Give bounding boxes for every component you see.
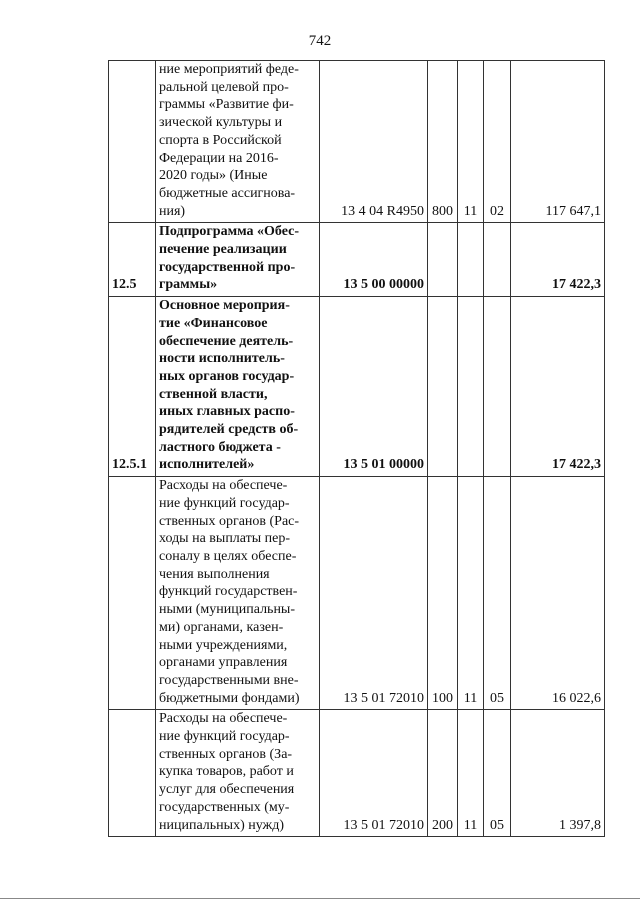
row-name-line: ральной целевой про- bbox=[159, 79, 289, 95]
row-name-line: ственных органов (Рас- bbox=[159, 513, 300, 529]
table-row bbox=[109, 710, 605, 837]
table-row bbox=[109, 477, 605, 710]
row-section-cell: 11 bbox=[458, 477, 484, 710]
row-name-line: чения выполнения bbox=[159, 566, 270, 582]
row-section-cell bbox=[458, 223, 484, 297]
row-expense-type-cell: 200 bbox=[428, 710, 458, 837]
row-name-line: ными учреждениями, bbox=[159, 637, 288, 653]
row-section-cell: 11 bbox=[458, 61, 484, 223]
row-name-line: государственных (му- bbox=[159, 799, 290, 815]
table-row bbox=[109, 61, 605, 223]
table-row bbox=[109, 223, 605, 297]
row-name-line: ниципальных) нужд) bbox=[159, 817, 284, 833]
row-number-cell bbox=[109, 477, 156, 710]
row-name-cell bbox=[156, 477, 320, 710]
row-subsection-cell: 05 bbox=[484, 477, 511, 710]
row-sum-cell: 17 422,3 bbox=[511, 223, 605, 297]
row-number-cell bbox=[109, 710, 156, 837]
row-name-line: органами управления bbox=[159, 655, 288, 671]
budget-table-body bbox=[109, 61, 605, 837]
row-sum-cell: 17 422,3 bbox=[511, 297, 605, 477]
row-code-cell: 13 5 01 72010 bbox=[320, 477, 428, 710]
row-name-cell bbox=[156, 223, 320, 297]
row-code-cell: 13 4 04 R4950 bbox=[320, 61, 428, 223]
row-name-line: бюджетные ассигнова- bbox=[159, 185, 296, 201]
row-name-line: ственной власти, bbox=[159, 386, 268, 402]
row-sum-cell: 1 397,8 bbox=[511, 710, 605, 837]
row-name-line: Основное мероприя- bbox=[159, 298, 290, 314]
row-name-line: ние мероприятий феде- bbox=[159, 62, 299, 77]
row-name-line: ние функций государ- bbox=[159, 495, 290, 511]
row-name-line: 2020 годы» (Иные bbox=[159, 168, 268, 184]
row-name-line: государственными вне- bbox=[159, 672, 299, 688]
row-name-line: ластного бюджета - bbox=[159, 439, 281, 455]
row-name-line: зической культуры и bbox=[159, 115, 283, 131]
row-subsection-cell: 02 bbox=[484, 61, 511, 223]
table-row bbox=[109, 297, 605, 477]
row-code-cell: 13 5 01 72010 bbox=[320, 710, 428, 837]
row-sum-cell: 16 022,6 bbox=[511, 477, 605, 710]
row-name-cell bbox=[156, 61, 320, 223]
page-number: 742 bbox=[308, 33, 332, 49]
row-subsection-cell bbox=[484, 223, 511, 297]
row-name-line: Расходы на обеспече- bbox=[159, 711, 288, 727]
bottom-divider bbox=[0, 898, 640, 899]
row-name-line: печение реализации bbox=[159, 242, 287, 258]
row-name-line: государственной про- bbox=[159, 259, 296, 275]
row-name-line: ния) bbox=[159, 203, 186, 219]
row-name-line: купка товаров, работ и bbox=[159, 764, 294, 780]
row-expense-type-cell bbox=[428, 223, 458, 297]
row-name-line: ственных органов (За- bbox=[159, 746, 293, 762]
row-name-line: соналу в целях обеспе- bbox=[159, 548, 297, 564]
row-number-cell: 12.5.1 bbox=[109, 297, 156, 477]
row-name-line: ных органов государ- bbox=[159, 368, 295, 384]
row-number-cell: 12.5 bbox=[109, 223, 156, 297]
row-name-line: функций государствен- bbox=[159, 584, 298, 600]
row-name-line: услуг для обеспечения bbox=[159, 782, 295, 798]
row-code-cell: 13 5 01 00000 bbox=[320, 297, 428, 477]
row-name-line: бюджетными фондами) bbox=[159, 690, 300, 706]
row-name-line: ности исполнитель- bbox=[159, 351, 285, 367]
row-name-line: ными (муниципальны- bbox=[159, 602, 296, 618]
row-subsection-cell: 05 bbox=[484, 710, 511, 837]
row-subsection-cell bbox=[484, 297, 511, 477]
budget-table bbox=[108, 60, 605, 837]
row-section-cell: 11 bbox=[458, 710, 484, 837]
row-expense-type-cell: 100 bbox=[428, 477, 458, 710]
row-name-line: исполнителей» bbox=[159, 457, 255, 473]
row-name-line: Подпрограмма «Обес- bbox=[159, 224, 300, 240]
row-name-line: ходы на выплаты пер- bbox=[159, 531, 291, 547]
row-name-line: граммы «Развитие фи- bbox=[159, 97, 294, 113]
row-number-cell bbox=[109, 61, 156, 223]
row-name-line: иных главных распо- bbox=[159, 404, 295, 420]
row-section-cell bbox=[458, 297, 484, 477]
row-name-line: спорта в Российской bbox=[159, 132, 282, 148]
row-code-cell: 13 5 00 00000 bbox=[320, 223, 428, 297]
row-name-cell bbox=[156, 710, 320, 837]
row-name-line: рядителей средств об- bbox=[159, 422, 299, 438]
row-expense-type-cell bbox=[428, 297, 458, 477]
row-name-line: Федерации на 2016- bbox=[159, 150, 279, 166]
row-name-line: ми) органами, казен- bbox=[159, 619, 284, 635]
row-name-line: граммы» bbox=[159, 277, 218, 293]
row-name-line: Расходы на обеспече- bbox=[159, 478, 288, 494]
row-name-cell bbox=[156, 297, 320, 477]
row-expense-type-cell: 800 bbox=[428, 61, 458, 223]
row-name-line: обеспечение деятель- bbox=[159, 333, 294, 349]
row-name-line: ние функций государ- bbox=[159, 729, 290, 745]
row-name-line: тие «Финансовое bbox=[159, 315, 268, 331]
row-sum-cell: 117 647,1 bbox=[511, 61, 605, 223]
